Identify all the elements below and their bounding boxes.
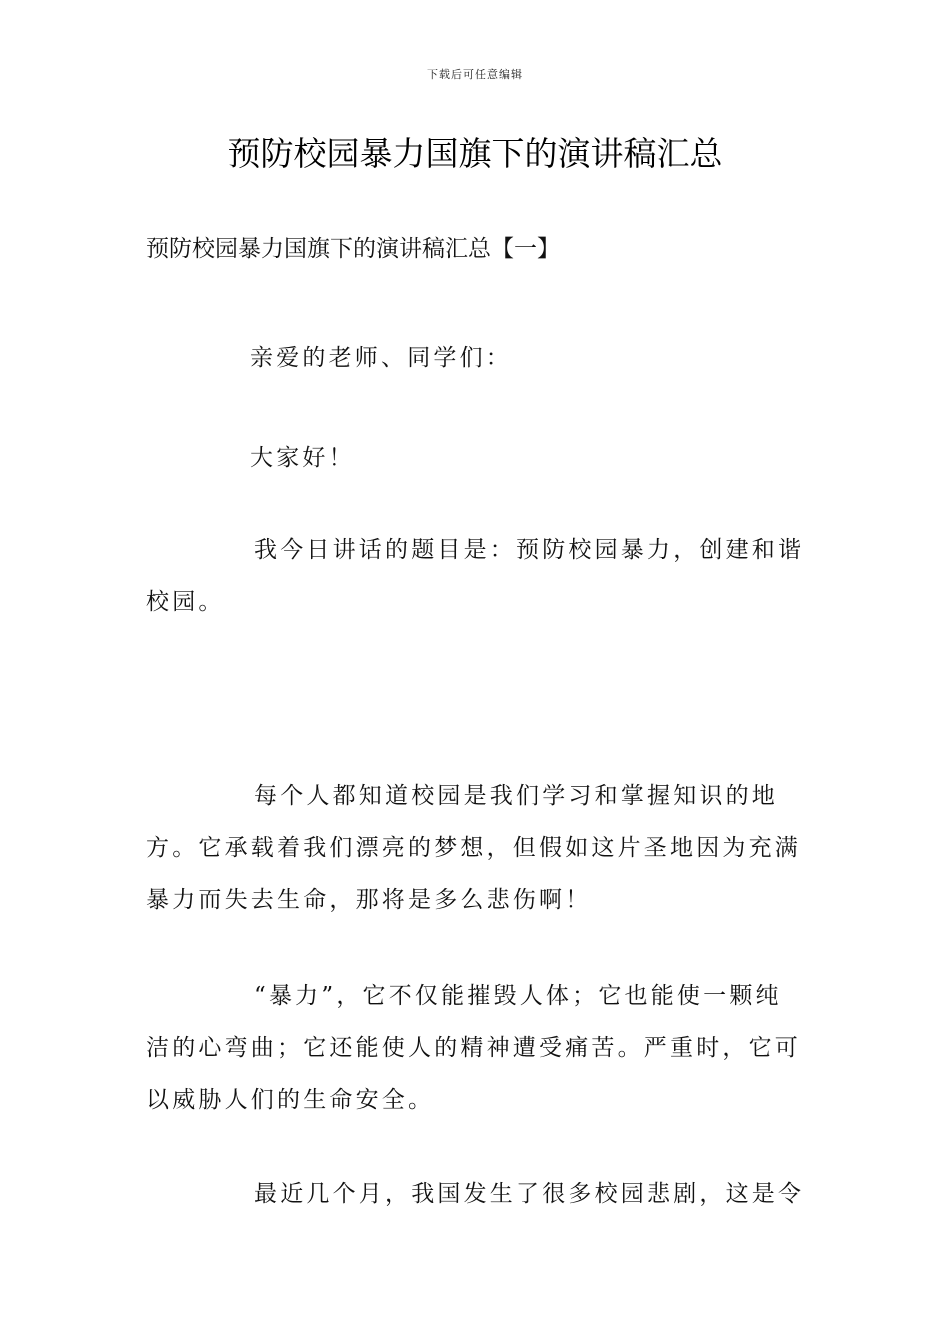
paragraph-greeting: 亲爱的老师、同学们： bbox=[250, 345, 512, 371]
page-header-note: 下载后可任意编辑 bbox=[427, 68, 523, 81]
paragraph-violence: “暴力”，它不仅能摧毁人体；它也能使一颗纯洁的心弯曲；它还能使人的精神遭受痛苦。严重时，它可以威胁人们的生命安全。 bbox=[146, 983, 801, 1113]
paragraph-school: 每个人都知道校园是我们学习和掌握知识的地方。它承载着我们漂亮的梦想，但假如这片圣地因为充满暴力而失去生命，那将是多么悲伤啊！ bbox=[146, 783, 801, 913]
paragraph-hello: 大家好！ bbox=[250, 445, 355, 471]
section-title: 预防校园暴力国旗下的演讲稿汇总【一】 bbox=[146, 236, 560, 262]
paragraph-topic: 我今日讲话的题目是：预防校园暴力，创建和谐校园。 bbox=[146, 537, 805, 615]
document-title: 预防校园暴力国旗下的演讲稿汇总 bbox=[227, 134, 723, 173]
paragraph-recent: 最近几个月，我国发生了很多校园悲剧，这是令 bbox=[254, 1181, 805, 1207]
